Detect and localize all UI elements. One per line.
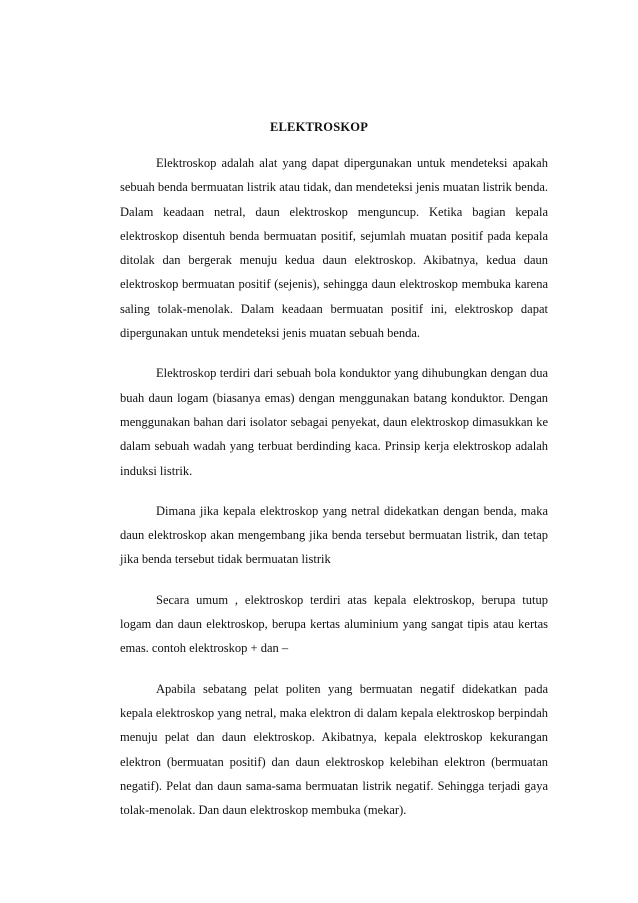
paragraph-components: Secara umum , elektroskop terdiri atas kepala elektroskop, berupa tutup logam dan daun elektroskop, berupa kertas aluminium yang sangat tipis atau kertas emas. contoh elektroskop + dan – <box>120 592 548 656</box>
document-body <box>120 151 548 838</box>
document-title: ELEKTROSKOP <box>269 120 369 134</box>
paragraph-induction: Dimana jika kepala elektroskop yang netral didekatkan dengan benda, maka daun elektroskop akan mengembang jika benda tersebut bermuatan listrik, dan tetap jika benda tersebut tidak bermuatan listrik <box>120 503 548 567</box>
paragraph-definition: Elektroskop adalah alat yang dapat dipergunakan untuk mendeteksi apakah sebuah benda bermuatan listrik atau tidak, dan mendeteksi jenis muatan listrik benda. Dalam keadaan netral, daun elektroskop menguncup. Ketika bagian kepala elektroskop disentuh benda bermuatan positif, sejumlah muatan positif pada kepala ditolak dan bergerak menuju kedua daun elektroskop. Akibatnya, kedua daun elektroskop bermuatan positif (sejenis), sehingga daun elektroskop membuka karena saling tolak-menolak. Dalam keadaan bermuatan positif ini, elektroskop dapat dipergunakan untuk mendeteksi jenis muatan sebuah benda. <box>120 156 548 341</box>
paragraph-structure: Elektroskop terdiri dari sebuah bola konduktor yang dihubungkan dengan dua buah daun logam (biasanya emas) dengan menggunakan batang konduktor. Dengan menggunakan bahan dari isolator sebagai penyekat, daun elektroskop dimasukkan ke dalam sebuah wadah yang terbuat berdinding kaca. Prinsip kerja elektroskop adalah induksi listrik. <box>120 366 548 478</box>
paragraph-negative-charge: Apabila sebatang pelat politen yang bermuatan negatif didekatkan pada kepala elektroskop yang netral, maka elektron di dalam kepala elektroskop berpindah menuju pelat dan daun elektroskop. Akibatnya, kepala elektroskop kekurangan elektron (bermuatan positif) dan daun elektroskop kelebihan elektron (bermuatan negatif). Pelat dan daun sama-sama bermuatan listrik negatif. Sehingga terjadi gaya tolak-menolak. Dan daun elektroskop membuka (mekar). <box>120 681 548 818</box>
